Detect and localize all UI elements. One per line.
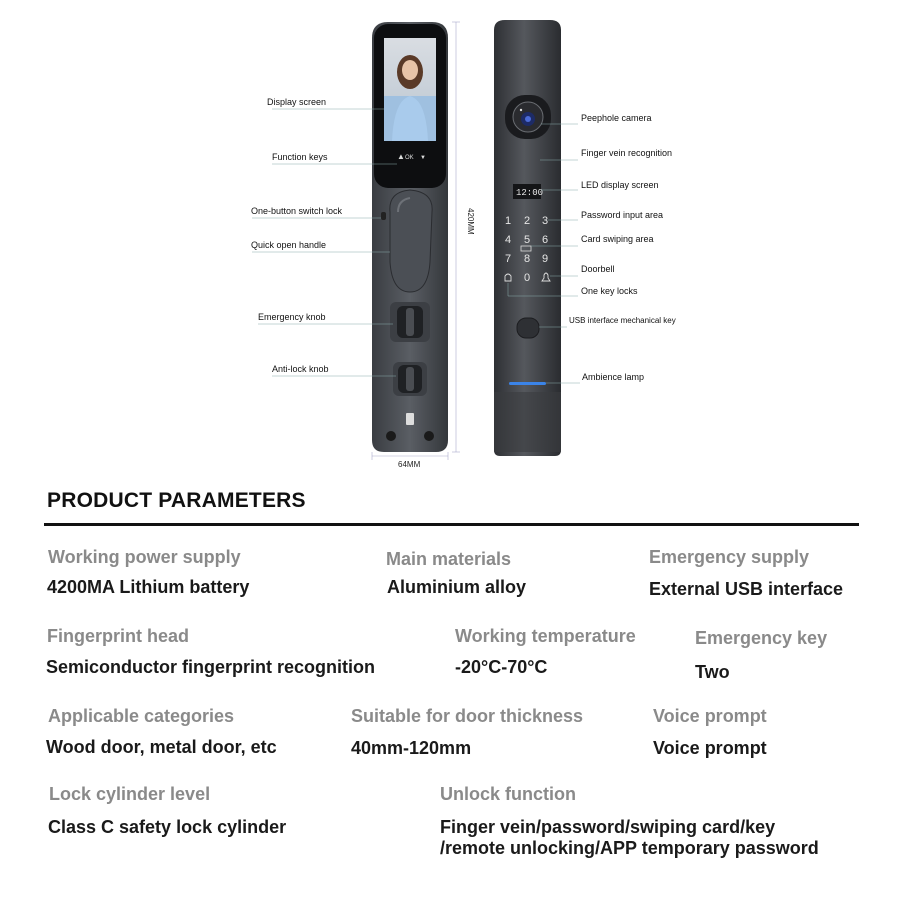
label-anti-lock-knob: Anti-lock knob: [272, 364, 329, 374]
param-label-working-temperature: Working temperature: [455, 626, 636, 646]
svg-text:▲: ▲: [397, 152, 405, 161]
param-value-door-thickness: 40mm-120mm: [351, 738, 472, 758]
param-value-main-materials: Aluminium alloy: [387, 577, 527, 597]
width-dimension: 64MM: [398, 460, 421, 469]
label-display-screen: Display screen: [267, 97, 327, 107]
svg-text:7: 7: [505, 253, 512, 265]
param-label-main-materials: Main materials: [386, 549, 512, 569]
param-value-voice-prompt: Voice prompt: [653, 738, 767, 758]
param-value-emergency-supply: External USB interface: [649, 579, 844, 599]
svg-text:3: 3: [542, 215, 549, 227]
param-label-fingerprint-head: Fingerprint head: [47, 626, 190, 646]
label-finger-vein-recognition: Finger vein recognition: [581, 148, 673, 158]
label-ambience-lamp: Ambience lamp: [582, 372, 645, 382]
param-value-emergency-key: Two: [695, 662, 730, 682]
param-label-applicable-categories: Applicable categories: [48, 706, 235, 726]
param-label-emergency-supply: Emergency supply: [649, 547, 810, 567]
label-function-keys: Function keys: [272, 152, 328, 162]
led-time: 12:00: [516, 188, 544, 198]
label-usb-interface-mechanical-key: USB interface mechanical key: [569, 316, 676, 325]
svg-text:4: 4: [505, 234, 512, 246]
one-button-switch-lock: [381, 212, 386, 220]
emergency-knob: [390, 302, 430, 342]
param-value-fingerprint-head: Semiconductor fingerprint recognition: [46, 657, 376, 677]
label-led-display-screen: LED display screen: [581, 180, 659, 190]
param-value-applicable-categories: Wood door, metal door, etc: [46, 737, 277, 757]
parameters-title: PRODUCT PARAMETERS: [47, 489, 306, 512]
svg-text:0: 0: [524, 272, 531, 284]
param-label-working-power-supply: Working power supply: [48, 547, 241, 567]
height-dimension: 420MM: [466, 208, 475, 235]
label-password-input-area: Password input area: [581, 210, 664, 220]
label-doorbell: Doorbell: [581, 264, 615, 274]
svg-text:6: 6: [542, 234, 549, 246]
label-card-swiping-area: Card swiping area: [581, 234, 654, 244]
svg-text:1: 1: [505, 215, 512, 227]
param-value-lock-cylinder-level: Class C safety lock cylinder: [48, 817, 287, 837]
svg-text:2: 2: [524, 215, 531, 227]
front-panel: [372, 22, 448, 452]
label-emergency-knob: Emergency knob: [258, 312, 326, 322]
param-label-unlock-function: Unlock function: [440, 784, 576, 804]
label-one-key-locks: One key locks: [581, 286, 638, 296]
parameters-divider: [44, 523, 859, 526]
usb-key-cover: [517, 318, 539, 338]
label-one-button-switch-lock: One-button switch lock: [251, 206, 343, 216]
param-label-door-thickness: Suitable for door thickness: [351, 706, 584, 726]
param-label-voice-prompt: Voice prompt: [653, 706, 767, 726]
svg-text:9: 9: [542, 253, 549, 265]
label-peephole-camera: Peephole camera: [581, 113, 652, 123]
param-value-unlock-function-line2: /remote unlocking/APP temporary password: [440, 838, 819, 858]
svg-text:8: 8: [524, 253, 531, 265]
param-value-working-temperature: -20°C-70°C: [455, 657, 548, 677]
svg-text:5: 5: [524, 234, 531, 246]
back-panel: [494, 20, 561, 456]
peephole-camera: [505, 95, 551, 139]
anti-lock-knob: [393, 362, 427, 396]
display-screen: [384, 38, 436, 141]
param-value-working-power-supply: 4200MA Lithium battery: [47, 577, 250, 597]
param-value-unlock-function-line1: Finger vein/password/swiping card/key: [440, 817, 776, 837]
svg-text:▼: ▼: [420, 155, 426, 161]
led-display-screen: [513, 184, 543, 199]
param-label-emergency-key: Emergency key: [695, 628, 828, 648]
label-quick-open-handle: Quick open handle: [251, 240, 327, 250]
quick-open-handle: [390, 190, 432, 292]
ambience-lamp: [509, 382, 546, 385]
function-key-ok: OK: [405, 155, 414, 161]
param-label-lock-cylinder-level: Lock cylinder level: [49, 784, 211, 804]
